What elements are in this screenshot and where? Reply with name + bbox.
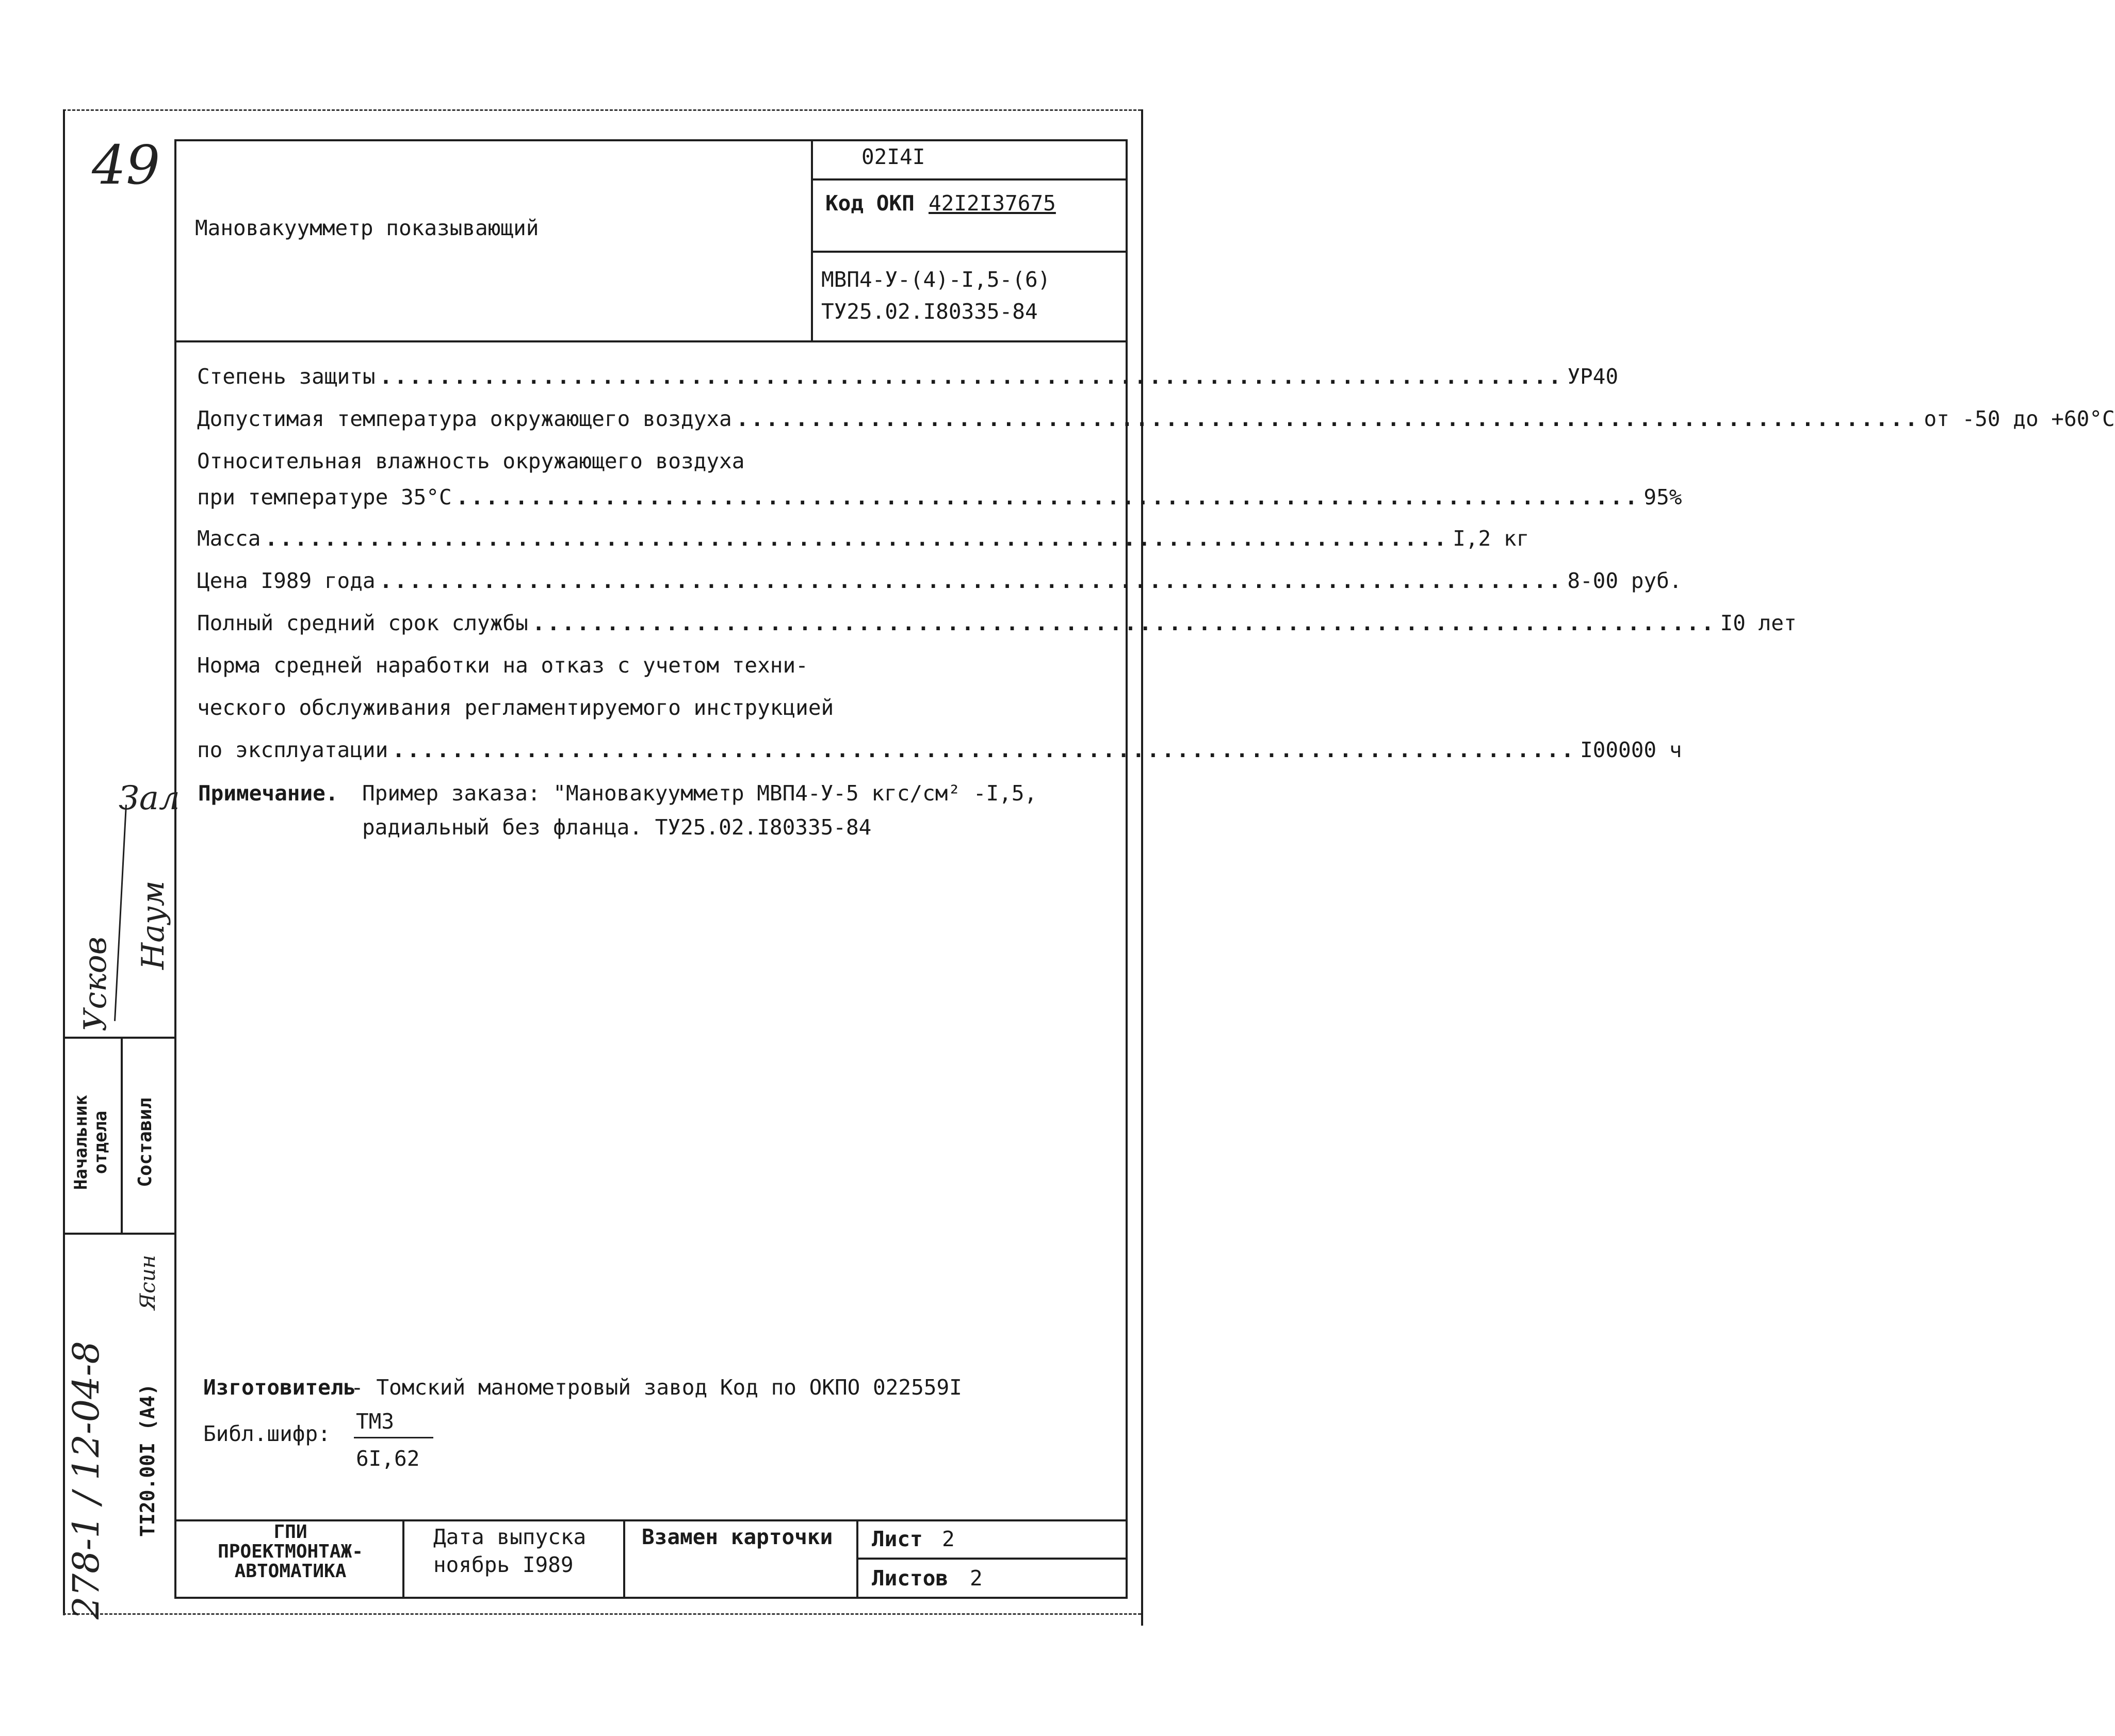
product-code: 02I4I bbox=[861, 144, 925, 169]
product-title: Мановакуумметр показывающий bbox=[195, 216, 539, 240]
doc-code: ТI20.00I (А4) bbox=[136, 1383, 159, 1537]
library-fraction-line bbox=[354, 1437, 433, 1438]
stamp-bottom-line bbox=[63, 1233, 174, 1235]
frame-right bbox=[1126, 139, 1128, 1599]
spec-value: I00000 ч bbox=[1580, 738, 1682, 762]
spec-humidity-temp bbox=[197, 485, 1682, 514]
manufacturer-text: - Томский манометровый завод Код по ОКПО 022559I bbox=[351, 1375, 962, 1400]
frame-top bbox=[174, 139, 1128, 141]
signature-head: Усков bbox=[77, 937, 113, 1031]
library-label: Библ.шифр: bbox=[203, 1421, 331, 1446]
spec-label: Допустимая температура окружающего воздуха bbox=[197, 406, 732, 431]
okp-label: Код ОКП bbox=[825, 191, 915, 216]
spec-temperature bbox=[197, 406, 2115, 435]
spec-label: Норма средней наработки на отказ с учетом техни- bbox=[197, 653, 808, 678]
signature-stroke bbox=[114, 805, 127, 1021]
signature-note: Зал bbox=[119, 779, 180, 817]
footer-right-mid-line bbox=[856, 1558, 1128, 1560]
spec-label: при температуре 35°С bbox=[197, 485, 452, 510]
spec-label: Цена I989 года bbox=[197, 568, 376, 593]
spec-price bbox=[197, 568, 1682, 597]
dot-leader: ................................................................................ bbox=[455, 485, 1640, 510]
head-of-dept-label: Начальник отдела bbox=[71, 1094, 111, 1190]
header-col-divider bbox=[811, 139, 813, 341]
spec-mtbf-line3 bbox=[197, 738, 1682, 766]
manufacturer-label: Изготовитель bbox=[203, 1375, 356, 1400]
footer-date-label: Дата выпуска bbox=[433, 1525, 587, 1549]
spec-value: I,2 кг bbox=[1453, 526, 1530, 551]
footer-sheets-value: 2 bbox=[970, 1566, 983, 1591]
header-row1-line bbox=[811, 178, 1128, 181]
spec-label: ческого обслуживания регламентируемого инструкцией bbox=[197, 695, 834, 720]
dot-leader: ................................................................................ bbox=[379, 568, 1564, 593]
dot-leader: ................................................................................ bbox=[379, 364, 1564, 389]
page-number: 49 bbox=[92, 134, 160, 196]
note-label: Примечание. bbox=[198, 781, 338, 806]
registry-number: 278-1 / 12-04-8 bbox=[65, 1341, 107, 1619]
dot-leader: ................................................................................ bbox=[532, 611, 1716, 635]
note-line1: Пример заказа: "Мановакуумметр МВП4-У-5 кгс/см² -I,5, bbox=[362, 781, 1037, 806]
dot-leader: ................................................................................ bbox=[392, 738, 1576, 762]
stamp-top-line bbox=[63, 1037, 174, 1039]
footer-sheet-value: 2 bbox=[942, 1527, 955, 1551]
footer-sheet-label: Лист bbox=[872, 1527, 923, 1551]
model-designation: МВП4-У-(4)-I,5-(6) bbox=[821, 267, 1051, 292]
spec-label: Степень защиты bbox=[197, 364, 376, 389]
frame-left bbox=[174, 139, 176, 1599]
outer-right-line bbox=[1141, 109, 1143, 1626]
footer-col3 bbox=[856, 1519, 858, 1598]
footer-org: ГПИ ПРОЕКТМОНТАЖ- АВТОМАТИКА bbox=[218, 1521, 363, 1582]
spec-mtbf-line1 bbox=[197, 653, 1110, 682]
tu-designation: ТУ25.02.I80335-84 bbox=[821, 299, 1038, 324]
header-row2-line bbox=[811, 251, 1128, 253]
spec-value: 95% bbox=[1644, 485, 1682, 510]
spec-protection bbox=[197, 364, 1619, 393]
footer-replace-label: Взамен карточки bbox=[642, 1525, 833, 1549]
stamp-divider bbox=[121, 1037, 123, 1233]
footer-col2 bbox=[623, 1519, 625, 1598]
library-code-bottom: 6I,62 bbox=[356, 1446, 420, 1471]
spec-label: Относительная влажность окружающего воздуха bbox=[197, 449, 745, 473]
spec-humidity bbox=[197, 449, 1110, 478]
library-code-top: ТМЗ bbox=[356, 1409, 395, 1434]
footer-top-line bbox=[174, 1519, 1128, 1521]
footer-col1 bbox=[402, 1519, 404, 1598]
dot-leader: ................................................................................ bbox=[265, 526, 1449, 551]
footer-sheets-label: Листов bbox=[872, 1566, 949, 1591]
spec-label: по эксплуатации bbox=[197, 738, 388, 762]
header-divider bbox=[174, 340, 1128, 342]
initials-scrawl: Ясин bbox=[136, 1255, 160, 1310]
spec-mass bbox=[197, 526, 1530, 555]
spec-service-life bbox=[197, 611, 1797, 640]
spec-value: от -50 до +60°С bbox=[1924, 406, 2115, 431]
footer-date-value: ноябрь I989 bbox=[433, 1552, 574, 1577]
spec-value: 8-00 руб. bbox=[1567, 568, 1682, 593]
author-label: Составил bbox=[135, 1098, 156, 1187]
spec-mtbf-line2 bbox=[197, 695, 1110, 724]
note-line2: радиальный без фланца. ТУ25.02.I80335-84 bbox=[362, 815, 872, 840]
spec-value: УР40 bbox=[1567, 364, 1619, 389]
frame-bottom bbox=[174, 1597, 1128, 1599]
spec-value: I0 лет bbox=[1720, 611, 1797, 635]
spec-label: Полный средний срок службы bbox=[197, 611, 528, 635]
outer-bottom-line bbox=[63, 1613, 1141, 1615]
outer-top-line bbox=[63, 109, 1141, 111]
dot-leader: ................................................................................ bbox=[736, 406, 1920, 431]
signature-author: Наум bbox=[135, 880, 171, 970]
okp-value: 42I2I37675 bbox=[929, 191, 1056, 216]
spec-label: Масса bbox=[197, 526, 261, 551]
